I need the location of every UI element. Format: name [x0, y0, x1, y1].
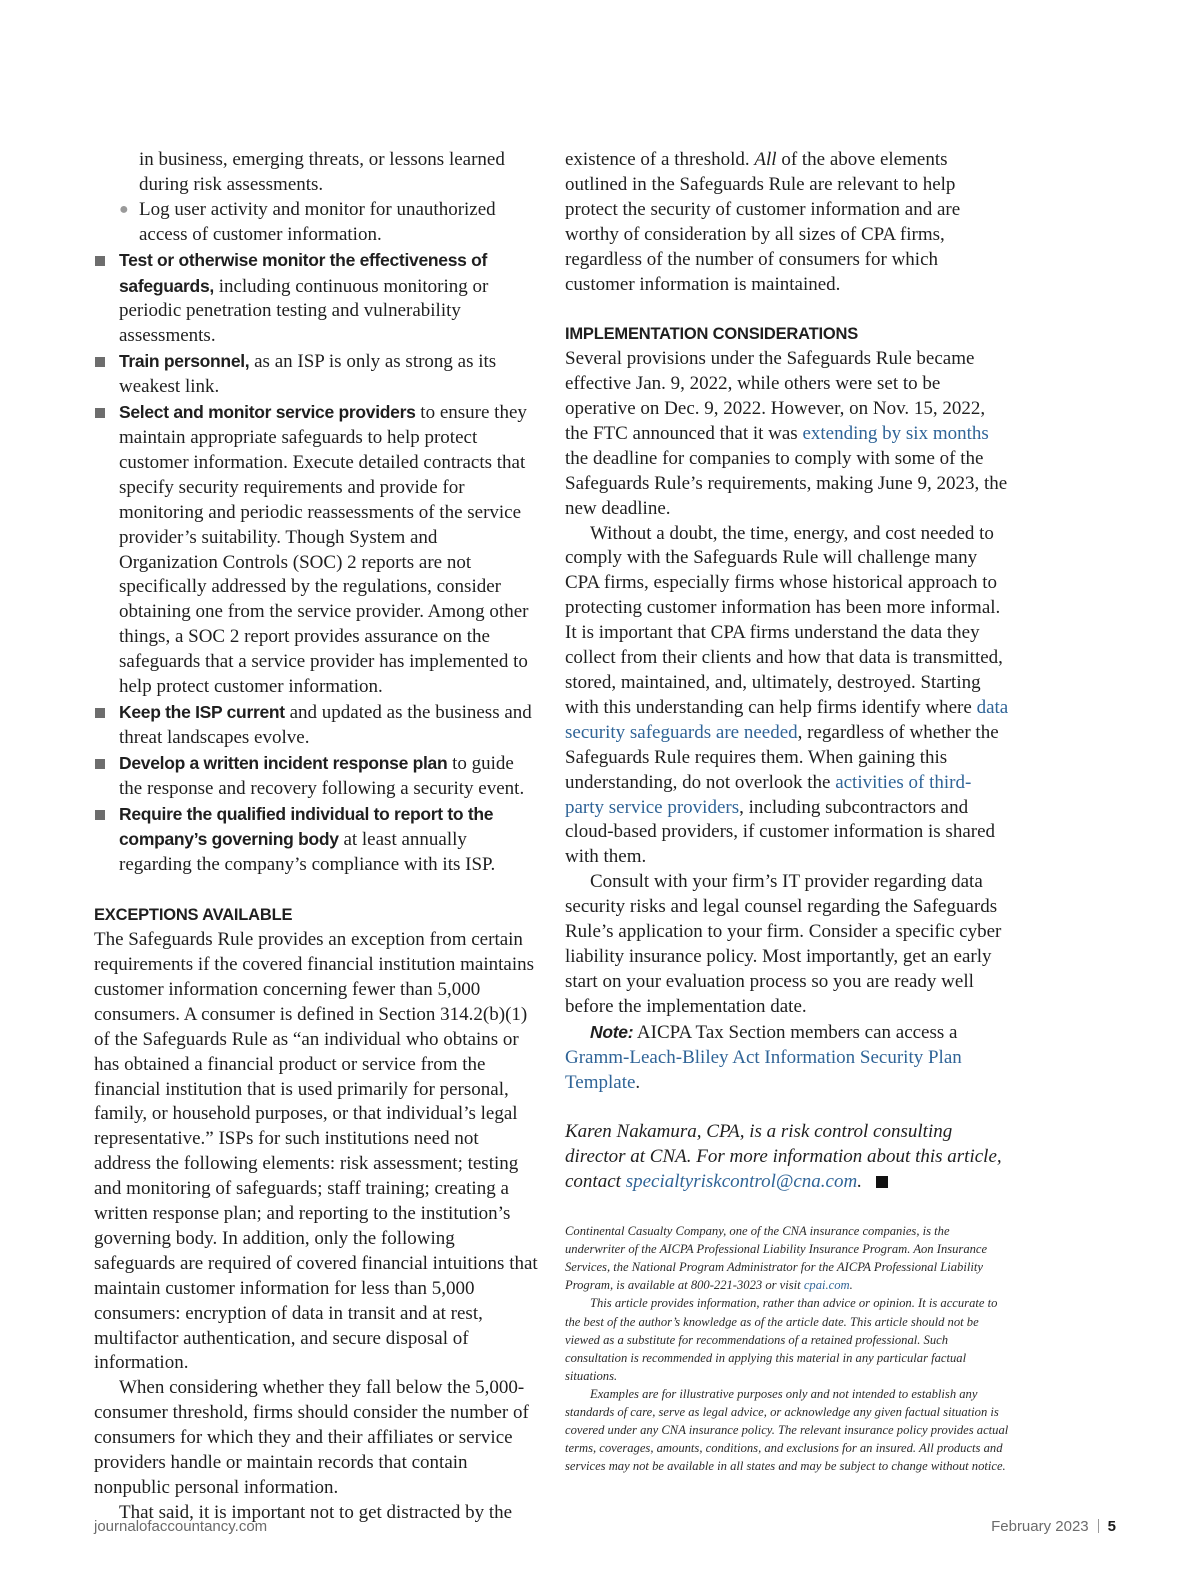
- page-number: 5: [1107, 1518, 1116, 1535]
- section-heading-implementation: IMPLEMENTATION CONSIDERATIONS: [565, 325, 859, 344]
- text-run: AICPA Tax Section members can access a: [633, 1021, 958, 1043]
- text-run: Several provisions under the Safeguards Rule became effective Jan. 9, 2022, while others were set to be operative on Dec. 9, 2022. However, on Nov. 15, 2022, the FTC announced that it was: [565, 348, 986, 444]
- author-bio-text: Karen Nakamura, CPA, is a risk control consulting director at CNA. For more information about this article, contact: [565, 1121, 1002, 1193]
- note-label: Note:: [590, 1021, 634, 1042]
- bullet-item-report-governing-body: [94, 802, 539, 879]
- text-run: the deadline for companies to comply with some of the Safeguards Rule’s requirements, making June 9, 2023, the new deadline.: [565, 447, 1008, 519]
- right-column: [565, 148, 1010, 1475]
- footer-site: journalofaccountancy.com: [94, 1518, 268, 1535]
- bullet-item-keep-isp-current: [94, 700, 539, 751]
- text-run: existence of a threshold.: [565, 149, 755, 170]
- author-email-link[interactable]: specialtyriskcontrol@cna.com: [625, 1171, 858, 1193]
- link-glba-template[interactable]: Gramm-Leach-Bliley Act Information Security Plan Template: [565, 1046, 962, 1093]
- bullet-item-incident-response: [94, 751, 539, 802]
- bullet-item-service-providers: [94, 400, 539, 700]
- paragraph: [565, 522, 1010, 871]
- footer-issue-info: [991, 1518, 1116, 1535]
- square-bullet-icon: [95, 256, 105, 266]
- paragraph: That said, it is important not to get distracted by the: [119, 1501, 513, 1523]
- text-run: .: [857, 1171, 862, 1193]
- bullet-bold-lead: Keep the ISP current: [119, 701, 285, 722]
- link-third-party-providers[interactable]: activities of third-party service providers: [565, 771, 972, 818]
- paragraph: The Safeguards Rule provides an exception from certain requirements if the covered financial institution maintains customer information concerning fewer than 5,000 consumers. A consumer is defined in Section 314.2(b)(1) of the Safeguards Rule as “an individual who obtains or has obtained a financial product or service from the financial institution that is used primarily for personal, family, or household purposes, or that individual’s legal representative.” ISPs for such institutions need not address the following elements: risk assessment; testing and monitoring of safeguards; staff training; creating a written response plan; and reporting to the institution’s governing body. In addition, only the following safeguards are required of covered financial intuitions that maintain customer information for less than 5,000 consumers: encryption of data in transit and at rest, multifactor authentication, and secure disposal of information.: [94, 929, 538, 1374]
- text-run: Without a doubt, the time, energy, and cost needed to comply with the Safeguards Rule will challenge many CPA firms, especially firms whose historical approach to protecting customer information has been more informal. It is important that CPA firms understand the data they collect from their clients and how that data is transmitted, stored, maintained, and, ultimately, destroyed. Starting with this understanding can help firms identify where: [565, 522, 1003, 718]
- section-heading-exceptions: EXCEPTIONS AVAILABLE: [94, 906, 293, 925]
- sub-list-item: [94, 148, 539, 198]
- bullet-text: including continuous monitoring or periodic penetration testing and vulnerability assessments.: [119, 275, 489, 347]
- sub-list-item: [94, 198, 539, 248]
- bullet-text: to ensure they maintain appropriate safeguards to help protect customer information. Execute detailed contracts that specify security requirements and provide for monitoring and periodic reassessments of the service provider’s suitability. Though System and Organization Controls (SOC) 2 reports are not specifically addressed by the regulations, consider obtaining one from the service provider. Among other things, a SOC 2 report provides assurance on the safeguards that a service provider has implemented to help protect customer information.: [119, 402, 529, 698]
- sub-item-text: Log user activity and monitor for unauthorized access of customer information.: [139, 198, 496, 245]
- bullet-bold-lead: Select and monitor service providers: [119, 402, 416, 423]
- bullet-text: at least annually regarding the company’s compliance with its ISP.: [119, 829, 496, 876]
- paragraph: When considering whether they fall below the 5,000-consumer threshold, firms should consider the number of consumers for which they and their affiliates or service providers handle or maintain records that contain nonpublic personal information.: [94, 1377, 529, 1499]
- sub-item-text: in business, emerging threats, or lessons learned during risk assessments.: [139, 149, 505, 195]
- text-run: , regardless of whether the Safeguards Rule requires them. When gaining this understanding, do not overlook the: [565, 721, 999, 793]
- cpai-link[interactable]: cpai.com: [803, 1278, 850, 1293]
- disclaimer-paragraph: This article provides information, rather than advice or opinion. It is accurate to the best of the author’s knowledge as of the article date. This article should not be viewed as a substitute for recommendations of a retained professional. Such consultation is recommended in applying this material in any particular factual situations.: [565, 1296, 998, 1383]
- bullet-text: to guide the response and recovery following a security event.: [119, 752, 525, 799]
- link-data-security-safeguards[interactable]: data security safeguards are needed: [565, 696, 1009, 743]
- author-bio: [565, 1120, 1010, 1195]
- bullet-text: and updated as the business and threat landscapes evolve.: [119, 701, 532, 748]
- square-bullet-icon: [95, 708, 105, 718]
- bullet-text: as an ISP is only as strong as its weakest link.: [119, 351, 497, 398]
- square-bullet-icon: [95, 810, 105, 820]
- link-extending-six-months[interactable]: extending by six months: [802, 422, 989, 444]
- disclaimer-block: [565, 1222, 1010, 1475]
- note-paragraph: [565, 1020, 1010, 1096]
- bullet-item-test-monitor: [94, 248, 539, 350]
- bullet-bold-lead: Require the qualified individual to report to the company’s governing body: [119, 803, 494, 850]
- text-run: Continental Casualty Company, one of the CNA insurance companies, is the underwriter of the AICPA Professional Liability Insurance Program. Aon Insurance Services, the National Program Administrator for the AICPA Professional Liability Program, is available at 800-221-3023 or visit: [565, 1224, 988, 1293]
- paragraph: [565, 347, 1010, 521]
- text-run: of the above elements outlined in the Safeguards Rule are relevant to help protect the security of customer information and are worthy of consideration by all sizes of CPA firms, regardless of the number of consumers for which customer information is maintained.: [565, 149, 961, 295]
- end-of-article-mark-icon: [876, 1176, 888, 1188]
- left-column: [94, 148, 539, 1526]
- square-bullet-icon: [95, 408, 105, 418]
- footer-divider: [1098, 1519, 1099, 1533]
- bullet-bold-lead: Develop a written incident response plan: [119, 752, 448, 773]
- emphasis-text: All: [754, 149, 777, 170]
- text-run: .: [849, 1278, 853, 1293]
- square-bullet-icon: [95, 357, 105, 367]
- bullet-dot-icon: ●: [119, 200, 129, 218]
- bullet-item-train-personnel: [94, 349, 539, 400]
- bullet-bold-lead: Train personnel,: [119, 351, 250, 372]
- disclaimer-paragraph: [565, 1222, 1010, 1294]
- disclaimer-paragraph: Examples are for illustrative purposes only and not intended to establish any standards of care, serve as legal advice, or acknowledge any given factual situation is covered under any CNA insurance policy. The relevant insurance policy provides actual terms, coverages, amounts, conditions, and exclusions for an insured. All products and services may not be available in all states and may be subject to change without notice.: [565, 1386, 1009, 1474]
- text-run: .: [635, 1071, 641, 1093]
- footer-date: February 2023: [991, 1518, 1089, 1535]
- bullet-bold-lead: Test or otherwise monitor the effectiveness of safeguards,: [119, 249, 488, 296]
- square-bullet-icon: [95, 759, 105, 769]
- paragraph: Consult with your firm’s IT provider regarding data security risks and legal counsel regarding the Safeguards Rule’s application to your firm. Consider a specific cyber liability insurance policy. Most importantly, get an early start on your evaluation process so you are ready well before the implementation date.: [565, 871, 1002, 1017]
- paragraph: [565, 148, 1010, 297]
- text-run: , including subcontractors and cloud-based providers, if customer information is shared with them.: [565, 796, 996, 868]
